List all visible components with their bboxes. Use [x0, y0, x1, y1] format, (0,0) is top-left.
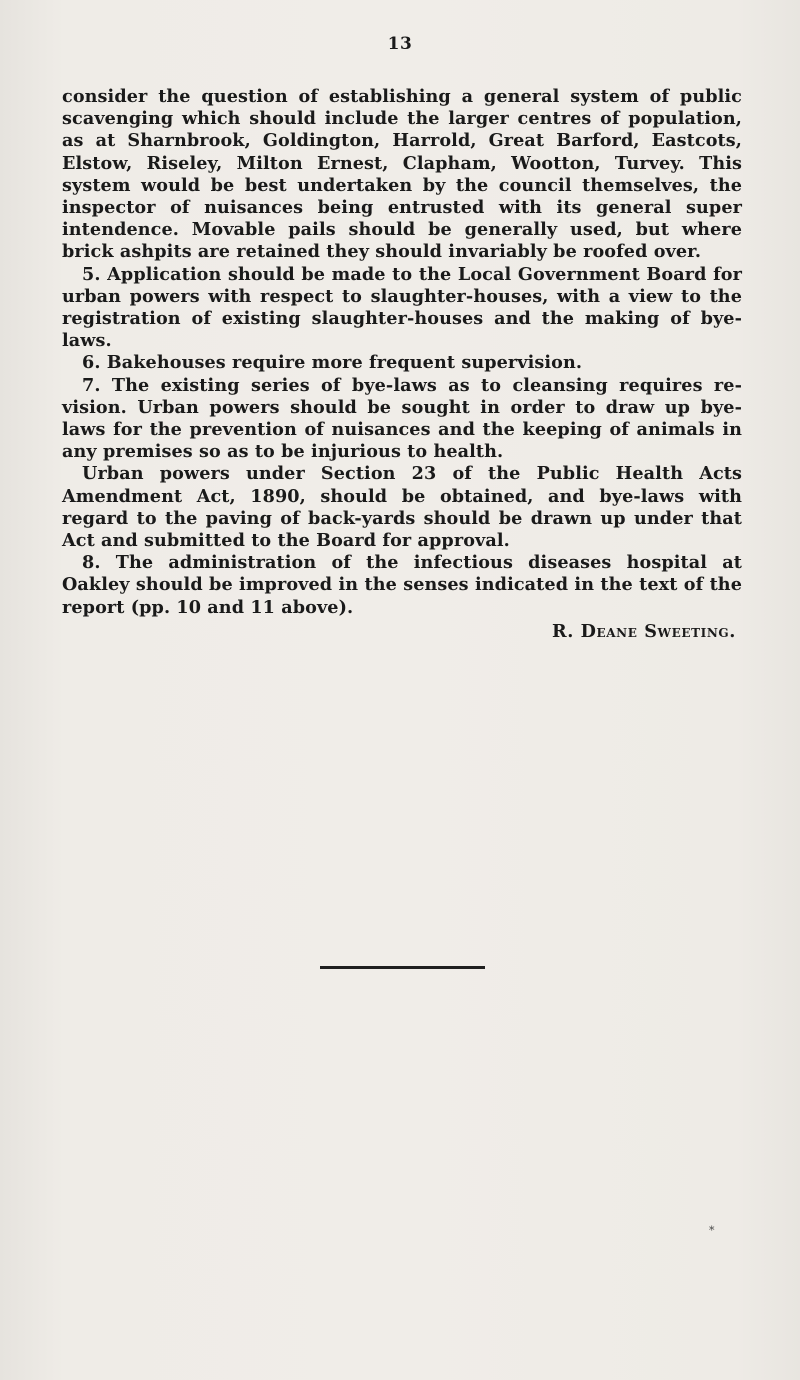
body-text: [62, 86, 742, 643]
paragraph-urban-powers: Urban powers under Section 23 of the Public Health Acts Amendment Act, 1890, should be obtained, and bye-laws with regard to the paving of back-yards should be drawn up under that Act and submitted to the Board for approval.: [62, 463, 742, 552]
paragraph-item-8: 8. The administration of the infectious diseases hospital at Oakley should be improved in the senses indicated in the text of the report (pp. 10 and 11 above).: [62, 552, 742, 618]
signature: R. Deane Sweeting.: [552, 620, 736, 642]
horizontal-rule: [320, 966, 485, 969]
paragraph-continuation: consider the question of establishing a general system of public scavenging which should include the larger centres of population, as at Sharnbrook, Goldington, Harrold, Great Barford, Eastcots, Elstow, Riseley, Milton Ernest, Clapham, Wootton, Turvey. This system would be best undertaken by the council themselves, the inspector of nuisances being entrusted with its general super intendence. Movable pails should be generally used, but where brick ashpits are retained they should invariably be roofed over.: [62, 86, 742, 263]
paragraph-item-5: 5. Application should be made to the Local Government Board for urban powers with respect to slaughter-houses, with a view to the registration of existing slaughter-houses and the making of bye-laws.: [62, 263, 742, 352]
paragraph-item-7: 7. The existing series of bye-laws as to cleansing requires re- vision. Urban powers should be sought in order to draw up bye- laws for the prevention of nuisances and the keeping of animals in any premises so as to be injurious to health.: [62, 374, 742, 463]
page-number: 13: [387, 34, 413, 54]
stray-mark: *: [709, 1224, 715, 1237]
paragraph-item-6: 6. Bakehouses require more frequent supervision.: [82, 352, 583, 374]
